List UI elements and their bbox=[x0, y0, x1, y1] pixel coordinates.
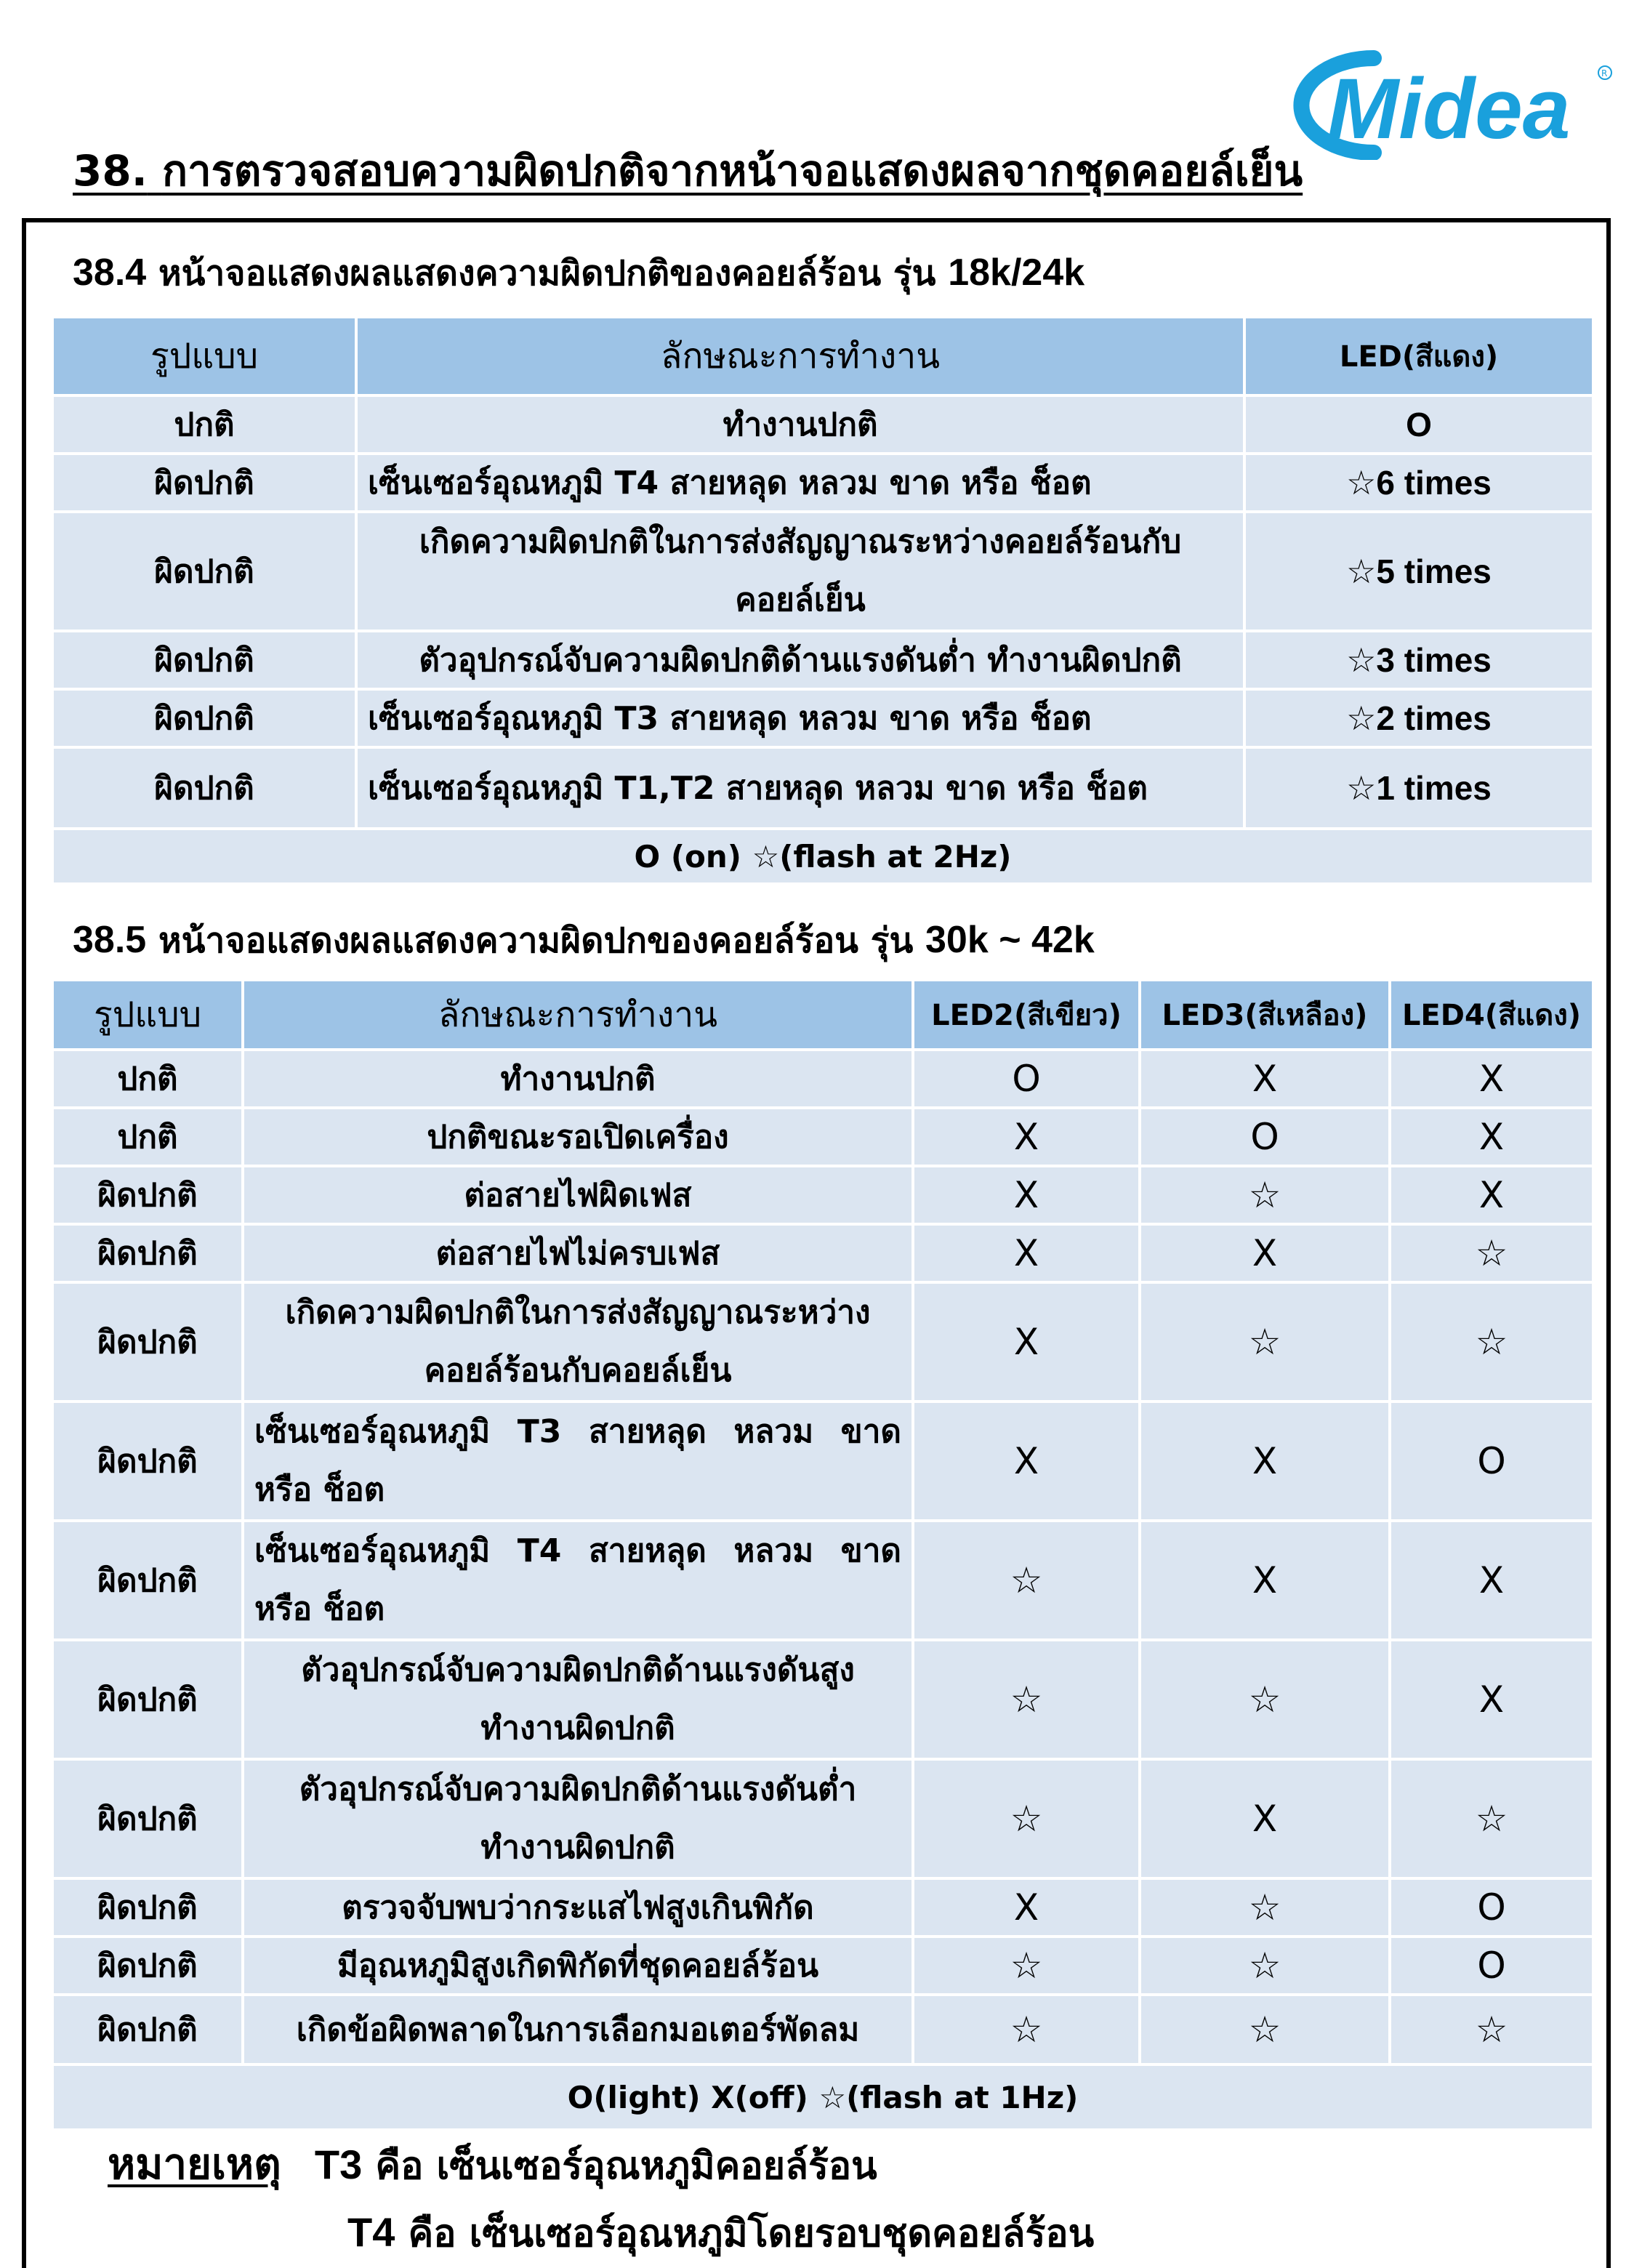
table-row: ผิดปกติ เซ็นเซอร์อุณหภูมิ T1,T2 สายหลุด หลวม ขาด หรือ ช็อต ☆1 times bbox=[52, 747, 1593, 829]
table-header-row bbox=[52, 980, 1593, 1050]
page-title-number: 38. bbox=[73, 146, 148, 196]
header-led4: LED4(สีแดง) bbox=[1390, 980, 1593, 1050]
logo-wordmark: Midea bbox=[1327, 61, 1571, 157]
header-led2: LED2(สีเขียว) bbox=[913, 980, 1140, 1050]
table-row: ผิดปกติ เซ็นเซอร์อุณหภูมิ T4 สายหลุด หลวม ขาด หรือ ช็อต ☆6 times bbox=[52, 454, 1593, 512]
table-row: ผิดปกติ เซ็นเซอร์อุณหภูมิ T4 สายหลุด หลวม ขาด หรือ ช็อต ☆ X X bbox=[52, 1521, 1593, 1640]
table-header-row bbox=[52, 317, 1593, 395]
note-line-1: หมายเหตุ T3 คือ เซ็นเซอร์อุณหภูมิคอยล์ร้อน bbox=[108, 2139, 877, 2189]
header-desc: ลักษณะการทำงาน bbox=[243, 980, 913, 1050]
table-row: ปกติ ทำงานปกติ O bbox=[52, 395, 1593, 454]
page-title bbox=[73, 137, 1303, 204]
midea-logo bbox=[1265, 29, 1614, 160]
header-led3: LED3(สีเหลือง) bbox=[1140, 980, 1390, 1050]
table-row: ผิดปกติ เซ็นเซอร์อุณหภูมิ T3 สายหลุด หลวม ขาด หรือ ช็อต ☆2 times bbox=[52, 689, 1593, 747]
note-label: หมายเหตุ bbox=[108, 2139, 281, 2189]
table-30k-42k bbox=[51, 978, 1595, 2131]
table-row: ปกติ ปกติขณะรอเปิดเครื่อง X O X bbox=[52, 1108, 1593, 1166]
legend-text: O (on) ☆(flash at 2Hz) bbox=[52, 829, 1593, 884]
header-type: รูปแบบ bbox=[52, 980, 243, 1050]
section-38-4-title: 38.4 หน้าจอแสดงผลแสดงความผิดปกติของคอยล์ร้อน รุ่น 18k/24k bbox=[73, 252, 1085, 294]
table-row: ผิดปกติ มีอุณหภูมิสูงเกิดพิกัดที่ชุดคอยล์ร้อน ☆ ☆ O bbox=[52, 1937, 1593, 1995]
table-legend-row bbox=[52, 2064, 1593, 2130]
table-row: ผิดปกติ ตัวอุปกรณ์จับความผิดปกติด้านแรงดันสูงทำงานผิดปกติ ☆ ☆ X bbox=[52, 1640, 1593, 1759]
header-desc: ลักษณะการทำงาน bbox=[356, 317, 1244, 395]
table-row: ผิดปกติ ตรวจจับพบว่ากระแสไฟสูงเกินพิกัด X ☆ O bbox=[52, 1878, 1593, 1937]
table-row: ผิดปกติ ตัวอุปกรณ์จับความผิดปกติด้านแรงดันต่ำทำงานผิดปกติ ☆ X ☆ bbox=[52, 1759, 1593, 1878]
table-row: ผิดปกติ เซ็นเซอร์อุณหภูมิ T3 สายหลุด หลวม ขาด หรือ ช็อต X X O bbox=[52, 1402, 1593, 1521]
table-row: ผิดปกติ เกิดข้อผิดพลาดในการเลือกมอเตอร์พัดลม ☆ ☆ ☆ bbox=[52, 1995, 1593, 2064]
table-row: ปกติ ทำงานปกติ O X X bbox=[52, 1050, 1593, 1108]
section-38-5-title: 38.5 หน้าจอแสดงผลแสดงความผิดปกของคอยล์ร้อน รุ่น 30k ~ 42k bbox=[73, 919, 1095, 961]
header-led: LED(สีแดง) bbox=[1244, 317, 1593, 395]
table-row: ผิดปกติ ตัวอุปกรณ์จับความผิดปกติด้านแรงดันต่ำ ทำงานผิดปกติ ☆3 times bbox=[52, 631, 1593, 689]
legend-text: O(light) X(off) ☆(flash at 1Hz) bbox=[52, 2064, 1593, 2130]
table-row: ผิดปกติ เกิดความผิดปกติในการส่งสัญญาณระหว่างคอยล์ร้อนกับคอยล์เย็น X ☆ ☆ bbox=[52, 1282, 1593, 1402]
note-line-2: T4 คือ เซ็นเซอร์อุณหภูมิโดยรอบชุดคอยล์ร้อน bbox=[347, 2209, 1095, 2256]
table-legend-row bbox=[52, 829, 1593, 884]
table-row: ผิดปกติ ต่อสายไฟไม่ครบเฟส X X ☆ bbox=[52, 1224, 1593, 1282]
page-title-text: การตรวจสอบความผิดปกติจากหน้าจอแสดงผลจากชุดคอยล์เย็น bbox=[161, 146, 1303, 196]
svg-text:R: R bbox=[1601, 68, 1608, 79]
table-row: ผิดปกติ ต่อสายไฟผิดเฟส X ☆ X bbox=[52, 1166, 1593, 1224]
table-18k-24k bbox=[51, 315, 1595, 885]
header-type: รูปแบบ bbox=[52, 317, 356, 395]
table-row: ผิดปกติ เกิดความผิดปกติในการส่งสัญญาณระหว่างคอยล์ร้อนกับคอยล์เย็น ☆5 times bbox=[52, 512, 1593, 631]
